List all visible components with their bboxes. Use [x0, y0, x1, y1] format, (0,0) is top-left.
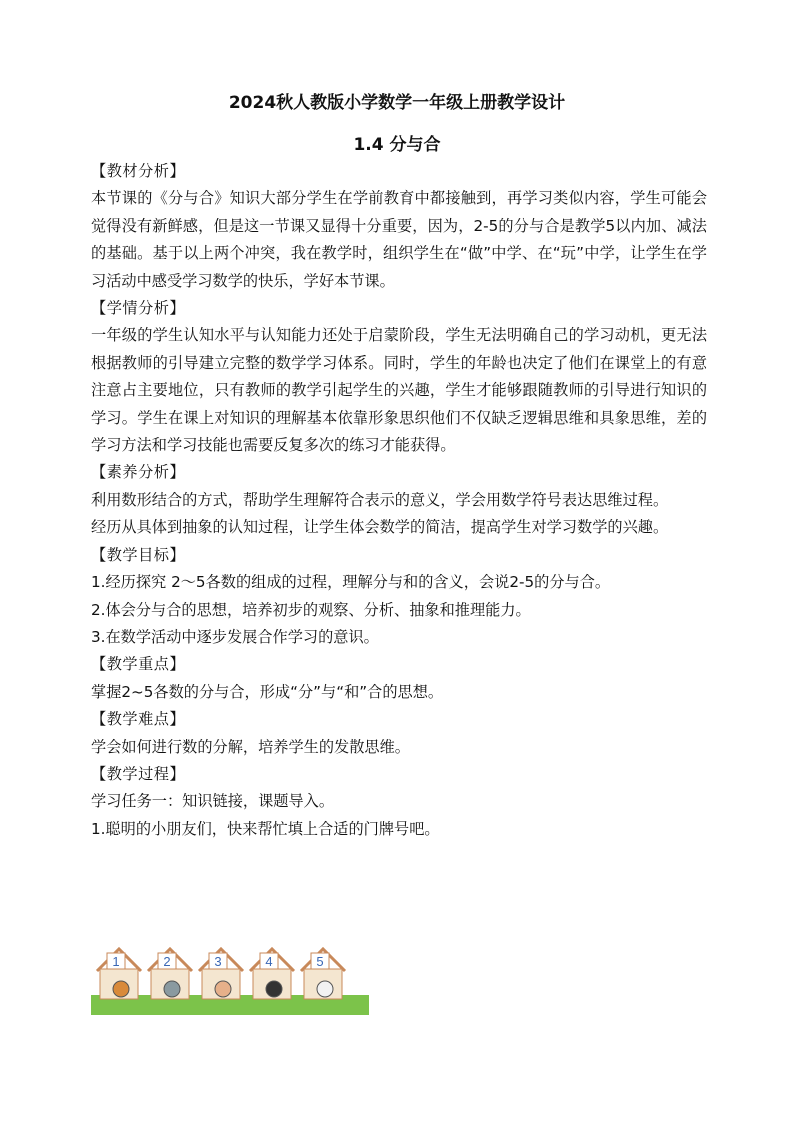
section-line: 学会如何进行数的分解，培养学生的发散思维。 [91, 737, 410, 756]
section-heading-teaching-process: 【教学过程】 [91, 764, 186, 783]
house-1 [97, 949, 141, 999]
document-title: 2024秋人教版小学数学一年级上册教学设计 [228, 93, 566, 113]
section-body-student-analysis: 一年级的学生认知水平与认知能力还处于启蒙阶段，学生无法明确自己的学习动机，更无法根据教师的引导建立完整的数学学习体系。同时，学生的年龄也决定了他们在课堂上的有意注意占主要地位，只有教师的教学引起学生的兴趣，学生才能够跟随教师的引导进行知识的学习。学生在课上对知识的理解基本依靠形象思织他们不仅缺乏逻辑思维和具象思维，差的学习方法和学习技能也需要反复多次的练习才能获得。 [91, 326, 707, 455]
animal-icon [215, 981, 231, 997]
section-line: 学习任务一：知识链接，课题导入。 [91, 792, 334, 811]
houses-svg [91, 945, 369, 1015]
animal-houses-illustration [91, 945, 369, 1015]
section-heading-literacy-analysis: 【素养分析】 [91, 463, 186, 482]
section-heading-textbook-analysis: 【教材分析】 [91, 162, 186, 180]
section-line: 经历从具体到抽象的认知过程，让学生体会数学的简洁，提高学生对学习数学的兴趣。 [91, 518, 669, 537]
animal-icon [164, 981, 180, 997]
section-body-textbook-analysis: 本节课的《分与合》知识大部分学生在学前教育中都接触到，再学习类似内容，学生可能会觉得没有新鲜感，但是这一节课又显得十分重要，因为，2-5的分与合是教学5以内加、减法的基础。基于以上两个冲突，我在教学时，组织学生在“做”中学、在“玩”中学，让学生在学习活动中感受学习数学的快乐，学好本节课。 [91, 189, 707, 290]
house-number: 4 [265, 954, 273, 969]
house-3 [199, 949, 243, 999]
section-heading-teaching-goals: 【教学目标】 [91, 545, 186, 564]
house-number: 2 [163, 954, 171, 969]
document-body [91, 158, 707, 843]
animal-icon [266, 981, 282, 997]
section-line: 1.聪明的小朋友们，快来帮忙填上合适的门牌号吧。 [91, 819, 440, 838]
section-line: 利用数形结合的方式，帮助学生理解符合表示的意义，学会用数学符号表达思维过程。 [91, 490, 669, 509]
house-2 [148, 949, 192, 999]
animal-icon [113, 981, 129, 997]
section-line: 掌握2~5各数的分与合，形成“分”与“和”合的思想。 [91, 682, 444, 701]
house-4 [250, 949, 294, 999]
section-heading-key-points: 【教学重点】 [91, 655, 186, 674]
animal-icon [317, 981, 333, 997]
section-heading-student-analysis: 【学情分析】 [91, 299, 186, 318]
section-heading-difficulties: 【教学难点】 [91, 710, 186, 729]
goal-item: 3.在数学活动中逐步发展合作学习的意识。 [91, 627, 379, 646]
house-5 [301, 949, 345, 999]
goal-item: 1.经历探究 2～5各数的组成的过程，理解分与和的含义，会说2-5的分与合。 [91, 573, 611, 592]
goal-item: 2.体会分与合的思想，培养初步的观察、分析、抽象和推理能力。 [91, 600, 531, 619]
house-number: 5 [316, 954, 324, 969]
lesson-title: 1.4 分与合 [353, 135, 441, 155]
house-number: 3 [214, 954, 222, 969]
house-number: 1 [112, 954, 120, 969]
